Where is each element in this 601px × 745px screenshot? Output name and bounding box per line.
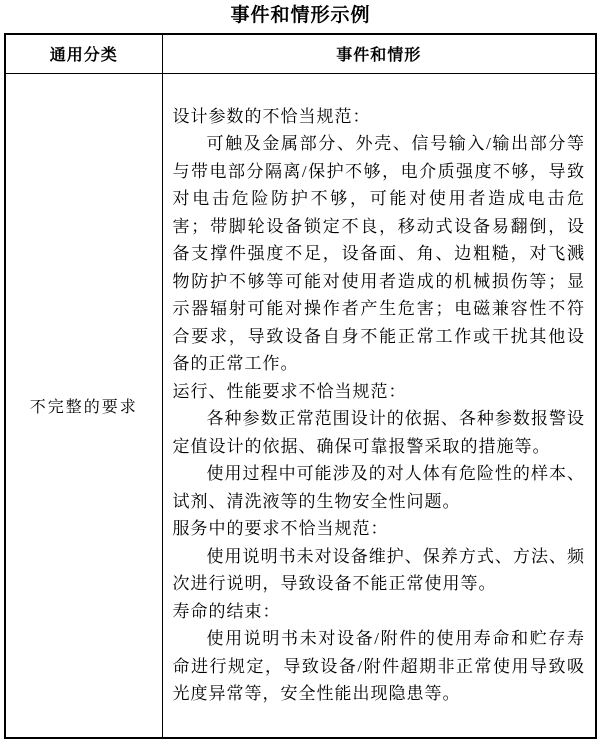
column-header-category: 通用分类 <box>5 34 162 73</box>
events-paragraph: 服务中的要求不恰当规范： <box>172 519 389 539</box>
table-row <box>5 73 596 738</box>
table-header-row <box>5 34 596 73</box>
column-header-events: 事件和情形 <box>162 34 596 73</box>
events-paragraph: 使用过程中可能涉及的对人体有危险性的样本、试剂、清洗液等的生物安全性问题。 <box>172 464 585 511</box>
events-paragraph: 使用说明书未对设备/附件的使用寿命和贮存寿命进行规定，导致设备/附件超期非正常使用导致吸光度异常等，安全性能出现隐患等。 <box>172 629 585 704</box>
document-title: 事件和情形示例 <box>230 5 371 26</box>
events-paragraph: 设计参数的不恰当规范： <box>172 106 371 126</box>
events-paragraph: 各种参数正常范围设计的依据、各种参数报警设定值设计的依据、确保可靠报警采取的措施等。 <box>172 409 585 456</box>
events-paragraph: 可触及金属部分、外壳、信号输入/输出部分等与带电部分隔离/保护不够，电介质强度不够，导致对电击危险防护不够，可能对使用者造成电击危害；带脚轮设备锁定不良，移动式设备易翻倒，设备支撑件强度不足，设备面、角、边粗糙，对飞溅物防护不够等可能对使用者造成的机械损伤等；显示器辐射可能对操作者产生危害；电磁兼容性不符合要求，导致设备自身不能正常工作或干扰其他设备的正常工作。 <box>172 134 585 374</box>
events-paragraph: 运行、性能要求不恰当规范： <box>172 381 407 401</box>
events-table <box>4 33 597 739</box>
events-paragraph: 使用说明书未对设备维护、保养方式、方法、频次进行说明，导致设备不能正常使用等。 <box>172 546 585 594</box>
events-cell <box>162 73 596 738</box>
category-cell: 不完整的要求 <box>5 73 162 738</box>
events-paragraph: 寿命的结束： <box>172 601 281 621</box>
